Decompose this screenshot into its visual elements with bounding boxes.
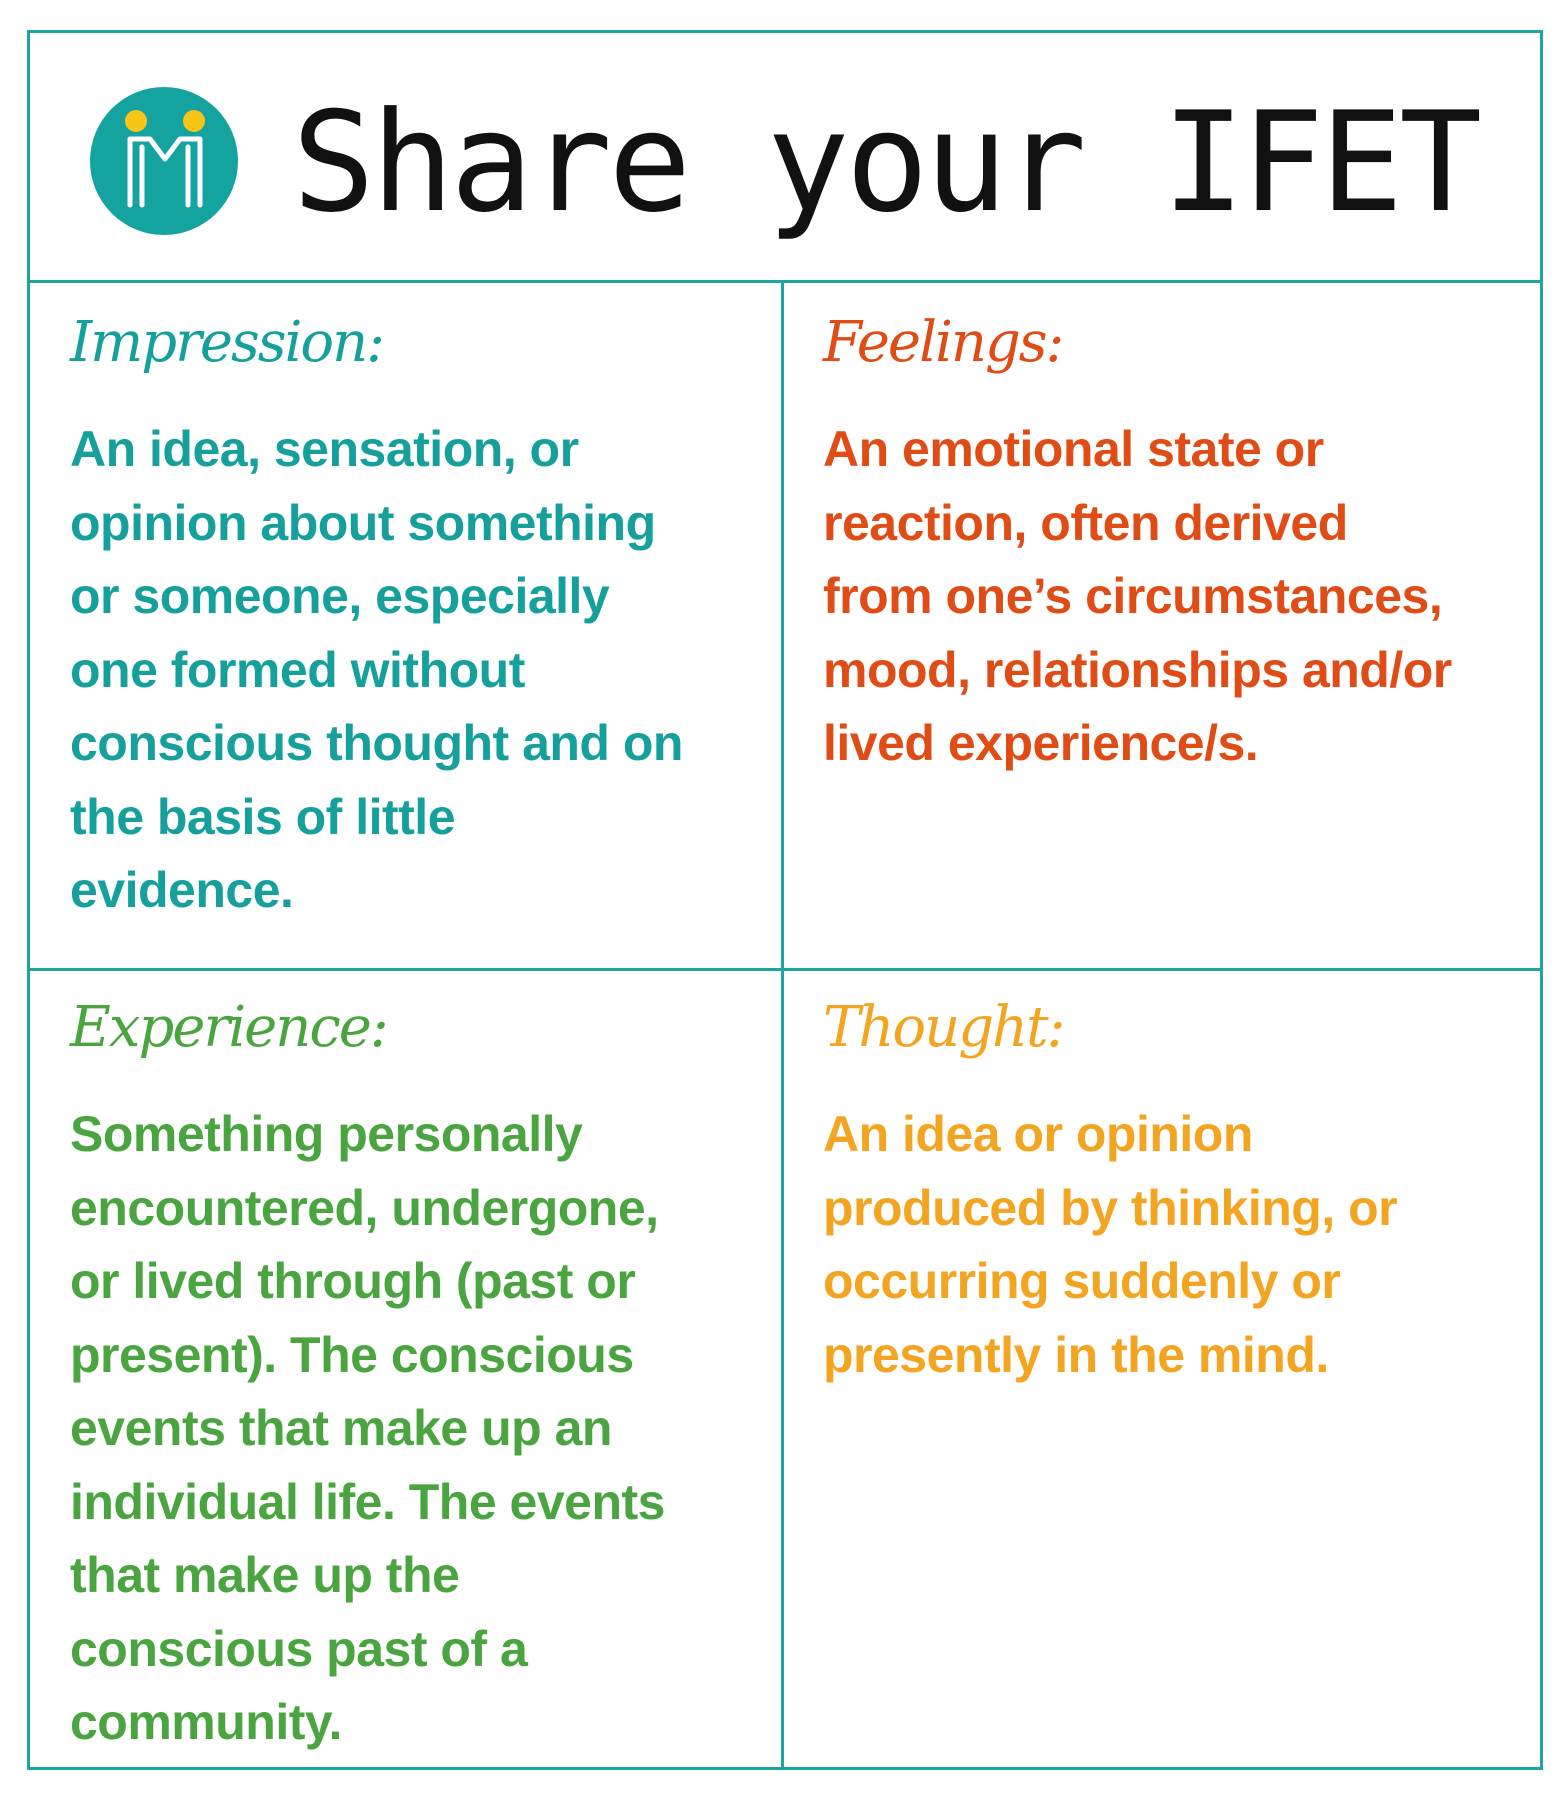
definition-line: evidence. (70, 862, 294, 918)
header (30, 33, 1540, 283)
definition-line: events that make up an (70, 1400, 612, 1456)
thought-cell (823, 988, 1543, 1392)
definition-line: or someone, especially (70, 568, 610, 624)
definition-line: that make up the (70, 1547, 460, 1603)
horizontal-divider (30, 968, 1540, 971)
page-title: Share your IFET (292, 82, 1479, 243)
definition-line: opinion about something (70, 494, 656, 551)
feelings-definition (823, 413, 1543, 781)
definition-line: one formed without (70, 641, 525, 698)
stick-figure-m-logo-icon (90, 87, 238, 235)
definition-line: conscious past of a (70, 1620, 528, 1677)
feelings-heading: Feelings: (823, 310, 1063, 375)
definition-line: presently in the mind. (823, 1326, 1329, 1383)
definition-line: encountered, undergone, (70, 1179, 659, 1236)
definition-line: or lived through (past or (70, 1253, 636, 1309)
thought-heading: Thought: (823, 995, 1064, 1060)
impression-cell (70, 303, 770, 928)
definition-line: conscious thought and on (70, 715, 683, 771)
definition-line: produced by thinking, or (823, 1179, 1398, 1236)
experience-definition (70, 1098, 770, 1760)
definition-line: An emotional state or (823, 421, 1324, 477)
definition-line: occurring suddenly or (823, 1253, 1341, 1309)
impression-heading: Impression: (70, 310, 384, 375)
experience-heading: Experience: (70, 995, 387, 1060)
definition-line: reaction, often derived (823, 494, 1348, 551)
definition-line: lived experience/s. (823, 715, 1259, 771)
thought-definition (823, 1098, 1543, 1392)
definition-line: community. (70, 1694, 342, 1750)
ifet-card (27, 30, 1543, 1770)
logo-icon (90, 87, 238, 235)
definition-line: An idea, sensation, or (70, 421, 579, 477)
definition-line: the basis of little (70, 788, 456, 845)
definition-line: present). The conscious (70, 1326, 634, 1383)
feelings-cell (823, 303, 1543, 781)
vertical-divider (781, 283, 784, 1770)
definition-line: An idea or opinion (823, 1106, 1253, 1162)
definition-line: individual life. The events (70, 1473, 665, 1530)
experience-cell (70, 988, 770, 1760)
definition-line: from one’s circumstances, (823, 568, 1443, 624)
impression-definition (70, 413, 770, 928)
definition-line: Something personally (70, 1106, 583, 1162)
definition-line: mood, relationships and/or (823, 641, 1452, 698)
